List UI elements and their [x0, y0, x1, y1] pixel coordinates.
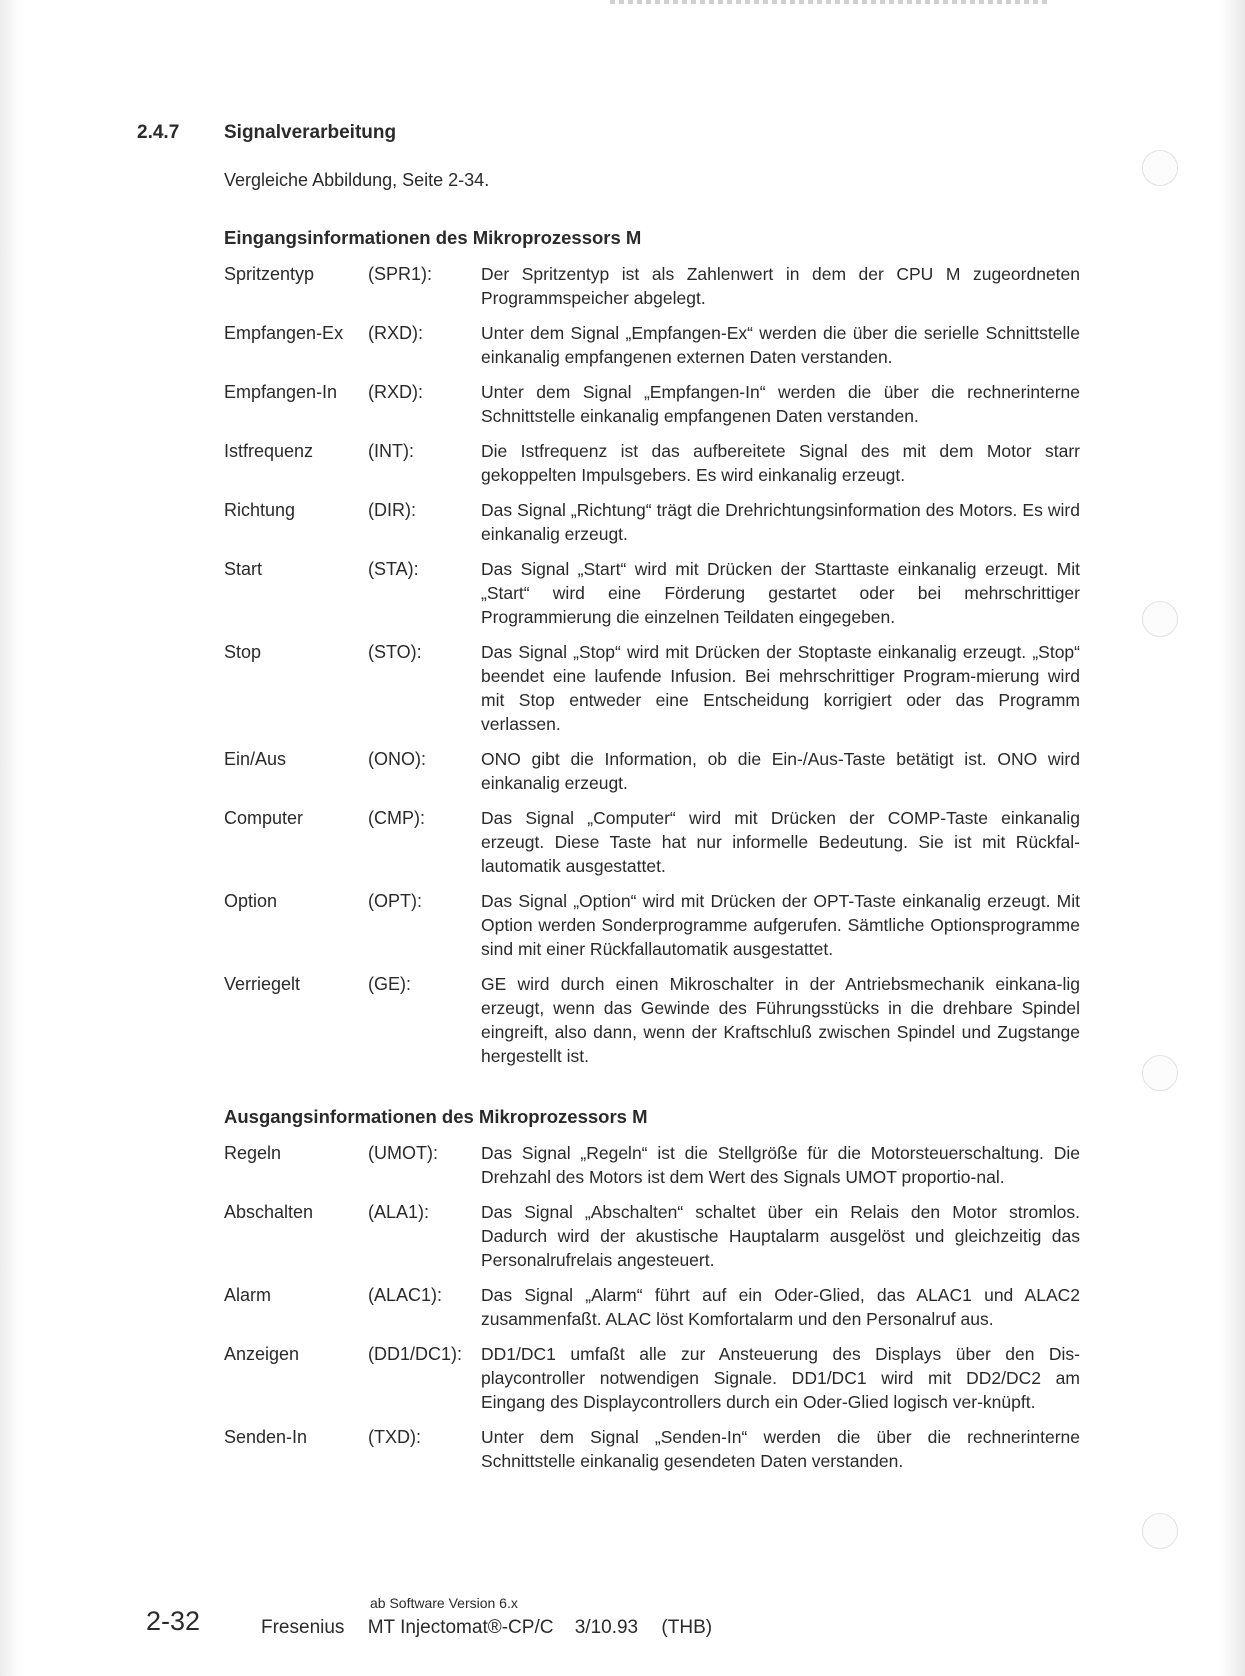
- signal-code: (STA):: [368, 559, 419, 579]
- signal-code: (DIR):: [368, 500, 416, 520]
- signal-description: Das Signal „Option“ wird mit Drücken der OPT-Taste einkanalig erzeugt. Mit Option werden Sonderprogramme aufgerufen. Sämtliche Optionsprogramme sind mit einer Rückfallautomatik ausgestattet.: [481, 891, 1080, 959]
- signal-row: [224, 498, 1080, 546]
- signal-code: (SPR1):: [368, 264, 433, 284]
- signal-description: Unter dem Signal „Empfangen-In“ werden die über die rechnerinterne Schnittstelle einkanalig empfangenen Daten verstanden.: [481, 382, 1080, 426]
- punch-hole: [1142, 601, 1178, 637]
- signal-code: (INT):: [368, 441, 414, 461]
- signal-description: Das Signal „Computer“ wird mit Drücken der COMP-Taste einkanalig erzeugt. Diese Taste hat nur informelle Bedeutung. Sie ist mit Rückfal-lautomatik ausgestattet.: [481, 808, 1080, 876]
- signal-description: Das Signal „Start“ wird mit Drücken der Starttaste einkanalig erzeugt. Mit „Start“ wird eine Förderung gestartet oder bei mehrschrittiger Programmierung die einzelnen Teildaten eingegeben.: [481, 559, 1080, 627]
- signal-name: Start: [224, 559, 263, 579]
- signal-row: [224, 972, 1080, 1068]
- footer-version: ab Software Version 6.x: [370, 1595, 518, 1611]
- signal-description: Unter dem Signal „Senden-In“ werden die über die rechnerinterne Schnittstelle einkanalig gesendeten Daten verstanden.: [481, 1427, 1080, 1471]
- section-intro: Vergleiche Abbildung, Seite 2-34.: [224, 170, 490, 190]
- signal-code: (ALAC1):: [368, 1285, 443, 1305]
- signal-row: [224, 557, 1080, 629]
- footer-date: 3/10.93: [574, 1617, 639, 1638]
- signal-name: Alarm: [224, 1285, 272, 1305]
- signal-description: Das Signal „Abschalten“ schaltet über ein Relais den Motor stromlos. Dadurch wird der akustische Hauptalarm ausgelöst und gleichzeitig das Personalrufrelais angesteuert.: [481, 1202, 1080, 1270]
- signal-name: Ein/Aus: [224, 749, 287, 769]
- page-edge-left: [0, 0, 24, 1676]
- signal-description: DD1/DC1 umfaßt alle zur Ansteuerung des Displays über den Dis-playcontroller notwendigen Signale. DD1/DC1 wird mit DD2/DC2 am Eingang des Displaycontrollers durch ein Oder-Glied logisch ver-knüpft.: [481, 1344, 1080, 1412]
- signal-code: (RXD):: [368, 382, 423, 402]
- signal-row: [224, 1425, 1080, 1473]
- signal-code: (TXD):: [368, 1427, 421, 1447]
- page-number: 2-32: [146, 1606, 201, 1636]
- signal-code: (DD1/DC1):: [368, 1344, 463, 1364]
- signal-row: [224, 1342, 1080, 1414]
- signal-row: [224, 262, 1080, 310]
- signal-name: Verriegelt: [224, 974, 301, 994]
- signal-name: Spritzentyp: [224, 264, 315, 284]
- signal-name: Regeln: [224, 1143, 282, 1163]
- signal-row: [224, 1200, 1080, 1272]
- signal-description: Der Spritzentyp ist als Zahlenwert in dem der CPU M zugeordneten Programmspeicher abgelegt.: [481, 264, 1080, 308]
- punch-hole: [1142, 1513, 1178, 1549]
- signal-row: [224, 1141, 1080, 1189]
- signal-row: [224, 806, 1080, 878]
- section-number: 2.4.7: [137, 122, 180, 143]
- signal-code: (OPT):: [368, 891, 422, 911]
- signal-description: Das Signal „Alarm“ führt auf ein Oder-Glied, das ALAC1 und ALAC2 zusammenfaßt. ALAC löst Komfortalarm und den Personalruf aus.: [481, 1285, 1080, 1329]
- signal-code: (RXD):: [368, 323, 423, 343]
- footer-author: (THB): [661, 1617, 713, 1638]
- signal-row: [224, 1283, 1080, 1331]
- signal-description: ONO gibt die Information, ob die Ein-/Aus-Taste betätigt ist. ONO wird einkanalig erzeugt.: [481, 749, 1080, 793]
- punch-hole: [1142, 1055, 1178, 1091]
- signal-description: Unter dem Signal „Empfangen-Ex“ werden die über die serielle Schnittstelle einkanalig empfangenen externen Daten verstanden.: [481, 323, 1080, 367]
- outputs-heading: Ausgangsinformationen des Mikroprozessors M: [224, 1106, 648, 1127]
- signal-row: [224, 889, 1080, 961]
- signal-description: Das Signal „Regeln“ ist die Stellgröße für die Motorsteuerschaltung. Die Drehzahl des Motors ist dem Wert des Signals UMOT proportio-nal.: [481, 1143, 1080, 1187]
- scan-artifact: [610, 0, 1050, 4]
- signal-name: Empfangen-In: [224, 382, 338, 402]
- signal-name: Stop: [224, 642, 262, 662]
- footer-line: [261, 1617, 712, 1639]
- signal-name: Computer: [224, 808, 304, 828]
- signal-code: (STO):: [368, 642, 422, 662]
- signal-row: [224, 321, 1080, 369]
- signal-name: Abschalten: [224, 1202, 314, 1222]
- signal-code: (ALA1):: [368, 1202, 430, 1222]
- page-edge-right: [1219, 0, 1245, 1676]
- signal-row: [224, 747, 1080, 795]
- signal-code: (ONO):: [368, 749, 426, 769]
- signal-description: GE wird durch einen Mikroschalter in der Antriebsmechanik einkana-lig erzeugt, wenn das Gewinde des Führungsstücks in die drehbare Spindel eingreift, also dann, wenn der Kraftschluß zwischen Spindel und Zugstange hergestellt ist.: [481, 974, 1080, 1066]
- inputs-heading: Eingangsinformationen des Mikroprozessors M: [224, 227, 642, 248]
- section-title: Signalverarbeitung: [224, 122, 397, 143]
- signal-row: [224, 380, 1080, 428]
- signal-code: (UMOT):: [368, 1143, 438, 1163]
- inputs-list: [224, 262, 1080, 1068]
- signal-name: Empfangen-Ex: [224, 323, 344, 343]
- signal-description: Das Signal „Stop“ wird mit Drücken der Stoptaste einkanalig erzeugt. „Stop“ beendet eine laufende Infusion. Bei mehrschrittiger Program-mierung wird mit Stop entweder eine Entscheidung korrigiert oder das Programm verlassen.: [481, 642, 1080, 734]
- signal-row: [224, 439, 1080, 487]
- punch-hole: [1142, 150, 1178, 186]
- signal-description: Das Signal „Richtung“ trägt die Drehrichtungsinformation des Motors. Es wird einkanalig erzeugt.: [481, 500, 1080, 544]
- signal-description: Die Istfrequenz ist das aufbereitete Signal des mit dem Motor starr gekoppelten Impulsgebers. Es wird einkanalig erzeugt.: [481, 441, 1080, 485]
- signal-code: (GE):: [368, 974, 411, 994]
- footer-brand: Fresenius: [261, 1617, 345, 1638]
- signal-code: (CMP):: [368, 808, 425, 828]
- signal-name: Richtung: [224, 500, 296, 520]
- signal-name: Option: [224, 891, 278, 911]
- signal-name: Istfrequenz: [224, 441, 314, 461]
- signal-name: Senden-In: [224, 1427, 308, 1447]
- signal-name: Anzeigen: [224, 1344, 300, 1364]
- footer-document: MT Injectomat®-CP/C: [367, 1617, 554, 1638]
- outputs-list: [224, 1141, 1080, 1473]
- signal-row: [224, 640, 1080, 736]
